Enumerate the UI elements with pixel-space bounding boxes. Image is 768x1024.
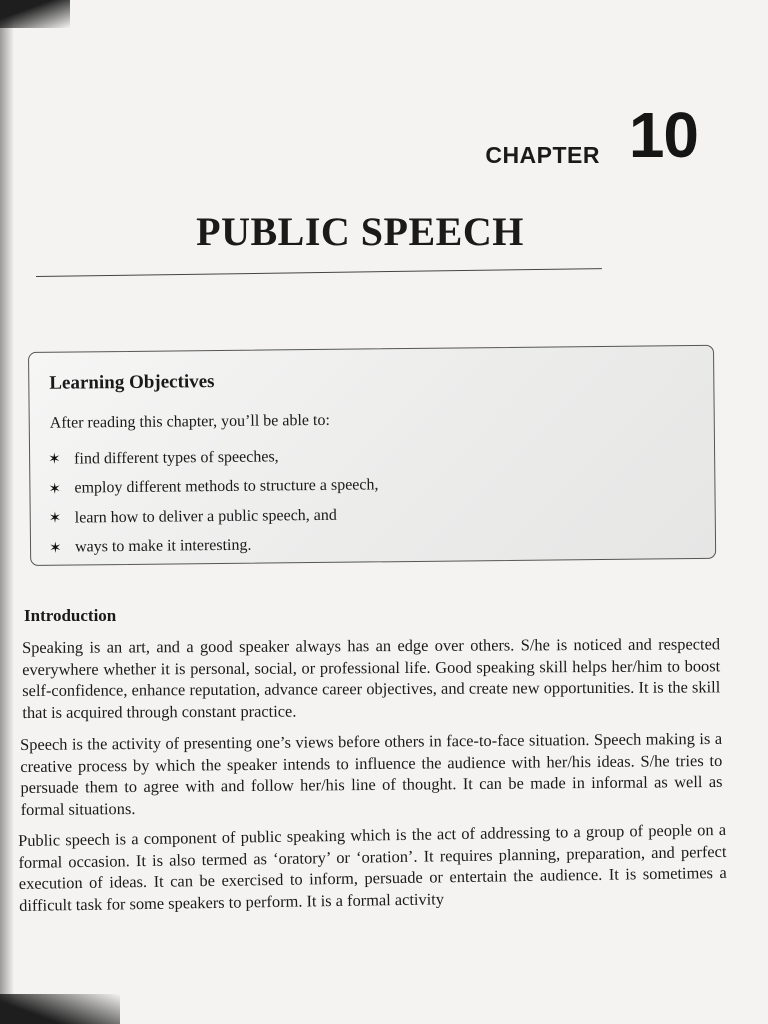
star-bullet-icon: ✶ bbox=[48, 481, 62, 498]
objectives-heading: Learning Objectives bbox=[49, 371, 215, 394]
objective-text: learn how to deliver a public speech, and bbox=[74, 506, 337, 527]
corner-shadow-bottom bbox=[0, 994, 120, 1024]
chapter-number: 10 bbox=[628, 99, 698, 171]
star-bullet-icon: ✶ bbox=[48, 510, 62, 528]
objective-item bbox=[49, 500, 379, 533]
spine-shadow bbox=[0, 0, 14, 1024]
objective-item bbox=[48, 441, 378, 474]
star-bullet-icon: ✶ bbox=[48, 540, 62, 557]
corner-shadow-top bbox=[0, 0, 70, 28]
chapter-title: PUBLIC SPEECH bbox=[196, 209, 524, 254]
objectives-intro: After reading this chapter, you’ll be able to: bbox=[49, 411, 330, 432]
objectives-list bbox=[48, 441, 379, 562]
objective-text: find different types of speeches, bbox=[74, 448, 279, 468]
objective-text: employ different methods to structure a speech, bbox=[74, 476, 379, 497]
body-paragraph: Public speech is a component of public speaking which is the act of addressing to a group of people on a formal occasion. It is also termed as ‘oratory’ or ‘oration’. It requires planning, preparation, and perfect execution of ideas. It can be exercised to inform, persuade or entertain the audience. It is sometimes a difficult task for some speakers to perform. It is a formal activity bbox=[18, 819, 727, 915]
title-divider bbox=[36, 268, 602, 277]
body-paragraph: Speaking is an art, and a good speaker always has an edge over others. S/he is noticed and respected everywhere whether it is personal, social, or professional life. Good speaking skill helps her/him to boost self-confidence, enhance reputation, advance career objectives, and create new opportunities. It is the skill that is acquired through constant practice. bbox=[22, 634, 721, 722]
objective-text: ways to make it interesting. bbox=[74, 536, 252, 556]
chapter-label: CHAPTER bbox=[485, 142, 600, 168]
body-paragraph: Speech is the activity of presenting one’s views before others in face-to-face situation. Speech making is a creative process by which the speaker intends to influence the audience with her/his ideas. S/he tries to persuade them to agree with and follow her/his line of thought. It can be made in informal as well as formal situations. bbox=[20, 728, 723, 819]
learning-objectives-box bbox=[28, 345, 716, 566]
star-bullet-icon: ✶ bbox=[48, 451, 61, 469]
introduction-heading: Introduction bbox=[24, 606, 117, 625]
objective-item bbox=[48, 471, 378, 504]
objective-item bbox=[49, 530, 379, 563]
